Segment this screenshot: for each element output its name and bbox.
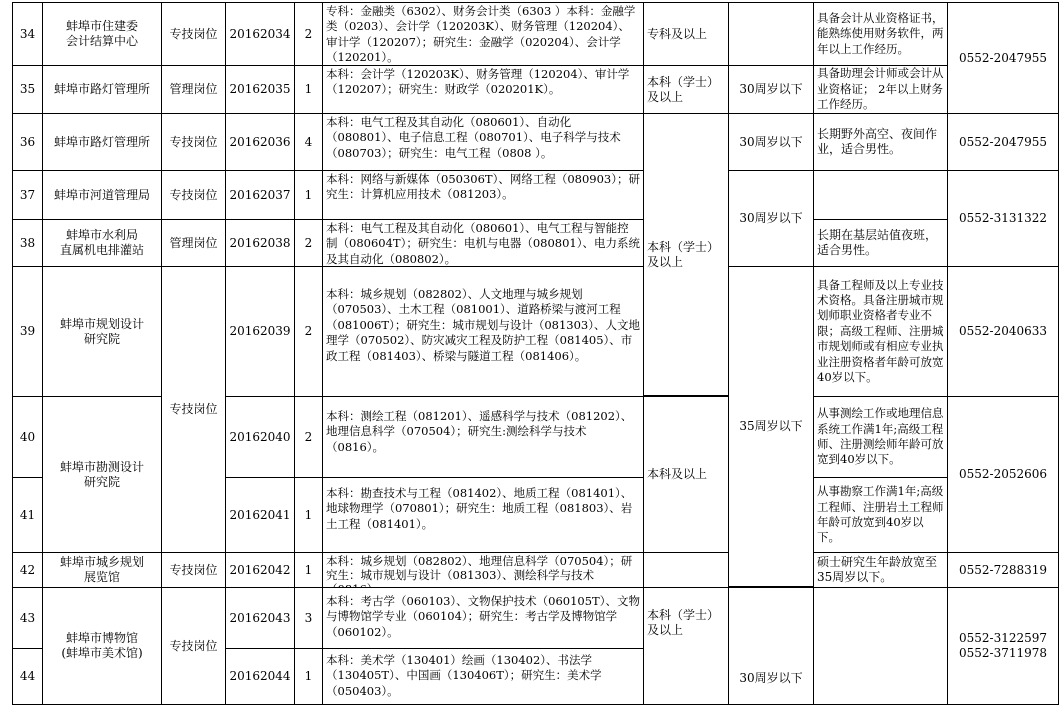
education-requirement: 本科（学士） 及以上 (643, 65, 729, 114)
post-code: 20162039 (225, 266, 295, 397)
post-code: 20162043 (225, 587, 295, 649)
post-code: 20162034 (225, 2, 295, 66)
row-number: 38 (12, 219, 43, 267)
contact-phone: 0552-2040633 (947, 266, 1059, 397)
post-type: 专技岗位 (161, 113, 226, 171)
major-requirement: 本科：电气工程及其自动化（080601）、自动化（080801）、电子信息工程（080701）、电子科学与技术（080703）；研究生：电气工程（0808 ）。 (322, 113, 644, 171)
other-requirement: 具备助理会计师或会计从业资格证； 2年以上财务工作经历。 (813, 65, 948, 114)
unit-name: 蚌埠市勘测设计 研究院 (42, 396, 162, 553)
post-type: 专技岗位 (161, 266, 226, 553)
contact-phone: 0552-2047955 (947, 113, 1059, 171)
row-number: 34 (12, 2, 43, 66)
unit-name: 蚌埠市路灯管理所 (42, 65, 162, 114)
contact-phone: 0552-3131322 (947, 170, 1059, 267)
age-requirement: 30周岁以下 (728, 587, 814, 705)
post-count: 1 (294, 477, 323, 553)
post-code: 20162044 (225, 648, 295, 705)
post-type: 专技岗位 (161, 587, 226, 705)
other-requirement: 从事勘察工作满1年;高级工程师、注册岩土工程师年龄可放宽到40岁以下。 (813, 477, 948, 553)
row-number: 42 (12, 552, 43, 588)
post-type: 管理岗位 (161, 65, 226, 114)
post-count: 1 (294, 170, 323, 220)
post-count: 4 (294, 113, 323, 171)
age-requirement: 30周岁以下 (728, 65, 814, 114)
major-requirement: 本科：考古学（060103）、文物保护技术（060105T）、文物与博物馆学专业（060104）；研究生：考古学及博物馆学（060102）。 (322, 587, 644, 649)
other-requirement: 长期在基层站值夜班，适合男性。 (813, 219, 948, 267)
other-requirement: 具备工程师及以上专业技术资格。具备注册城市规划师职业资格者专业不限；高级工程师、注册城市规划师或有相应专业执业注册资格者年龄可放宽40岁以下。 (813, 266, 948, 397)
contact-phone: 0552-7288319 (947, 552, 1059, 588)
other-requirement: 具备会计从业资格证书，能熟练使用财务软件，两年以上工作经历。 (813, 2, 948, 66)
age-requirement: 35周岁以下 (728, 266, 814, 587)
post-count: 1 (294, 65, 323, 114)
post-code: 20162042 (225, 552, 295, 588)
education-requirement: 专科及以上 (643, 2, 729, 66)
other-requirement: 硕士研究生年龄放宽至35周岁以下。 (813, 552, 948, 588)
row-number: 43 (12, 587, 43, 649)
major-requirement: 本科：勘查技术与工程（081402）、地质工程（081401）、地球物理学（070801）；研究生：地质工程（081803）、岩土工程（081401）。 (322, 477, 644, 553)
post-count: 1 (294, 552, 323, 588)
post-type: 管理岗位 (161, 219, 226, 267)
row-number: 40 (12, 396, 43, 478)
row-number: 37 (12, 170, 43, 220)
other-requirement (813, 170, 948, 220)
post-code: 20162035 (225, 65, 295, 114)
education-requirement: 本科（学士） 及以上 (643, 587, 729, 705)
major-requirement: 本科：会计学（120203K）、财务管理（120204）、审计学（120207）；研究生：财政学（020201K）。 (322, 65, 644, 114)
unit-name: 蚌埠市住建委 会计结算中心 (42, 2, 162, 66)
unit-name: 蚌埠市规划设计 研究院 (42, 266, 162, 397)
other-requirement: 从事测绘工作或地理信息系统工作满1年;高级工程师、注册测绘师年龄可放宽到40岁以下。 (813, 396, 948, 478)
post-type: 专技岗位 (161, 170, 226, 220)
major-requirement: 本科：网络与新媒体（050306T）、网络工程（080903）；研究生：计算机应用技术（081203）。 (322, 170, 644, 220)
post-code: 20162041 (225, 477, 295, 553)
post-count: 2 (294, 266, 323, 397)
major-requirement: 专科：金融类（6302）、财务会计类（6303 ）本科：金融学类（0203）、会计学（120203K）、财务管理（120204）、审计学（120207）；研究生：金融学（020204）、会计学（120201）。 (322, 2, 644, 66)
unit-name: 蚌埠市水利局 直属机电排灌站 (42, 219, 162, 267)
row-number: 39 (12, 266, 43, 397)
contact-phone: 0552-2047955 (947, 2, 1059, 114)
education-requirement: 本科及以上 (643, 396, 729, 553)
major-requirement: 本科：城乡规划（082802）、人文地理与城乡规划（070503）、土木工程（081001）、道路桥梁与渡河工程（081006T）；研究生：城市规划与设计（081303）、人文地理学（070502）、防灾减灾工程及防护工程（081405）、市政工程（081403）、桥梁与隧道工程（081406）。 (322, 266, 644, 397)
post-count: 2 (294, 2, 323, 66)
other-requirement (813, 587, 948, 705)
unit-name: 蚌埠市河道管理局 (42, 170, 162, 220)
major-requirement: 本科：美术学（130401）绘画（130402）、书法学（130405T）、中国画（130406T）；研究生：美术学（050403）。 (322, 648, 644, 705)
age-requirement: 30周岁以下 (728, 170, 814, 267)
major-requirement: 本科：测绘工程（081201）、遥感科学与技术（081202）、地理信息科学（070504）；研究生:测绘科学与技术（0816）。 (322, 396, 644, 478)
age-requirement (728, 2, 814, 66)
post-code: 20162037 (225, 170, 295, 220)
post-count: 3 (294, 587, 323, 649)
contact-phone: 0552-2052606 (947, 396, 1059, 553)
other-requirement: 长期野外高空、夜间作业，适合男性。 (813, 113, 948, 171)
unit-name: 蚌埠市路灯管理所 (42, 113, 162, 171)
education-requirement: 本科（学士） 及以上 (643, 113, 729, 396)
row-number: 36 (12, 113, 43, 171)
major-requirement: 本科：城乡规划（082802）、地理信息科学（070504）；研究生：城市规划与设计（081303）、测绘科学与技术 (322, 552, 644, 588)
education-requirement (643, 552, 729, 588)
post-type: 专技岗位 (161, 552, 226, 588)
post-count: 2 (294, 219, 323, 267)
post-count: 2 (294, 396, 323, 478)
row-number: 35 (12, 65, 43, 114)
contact-phone: 0552-3122597 0552-3711978 (947, 587, 1059, 705)
post-code: 20162038 (225, 219, 295, 267)
major-requirement: 本科：电气工程及其自动化（080601）、电气工程与智能控制（080604T）；研究生：电机与电器（080801）、电力系统及其自动化（080802）。 (322, 219, 644, 267)
post-count: 1 (294, 648, 323, 705)
row-number: 41 (12, 477, 43, 553)
age-requirement: 30周岁以下 (728, 113, 814, 171)
unit-name: 蚌埠市博物馆 (蚌埠市美术馆) (42, 587, 162, 705)
post-code: 20162036 (225, 113, 295, 171)
unit-name: 蚌埠市城乡规划 展览馆 (42, 552, 162, 588)
row-number: 44 (12, 648, 43, 705)
post-type: 专技岗位 (161, 2, 226, 66)
post-code: 20162040 (225, 396, 295, 478)
